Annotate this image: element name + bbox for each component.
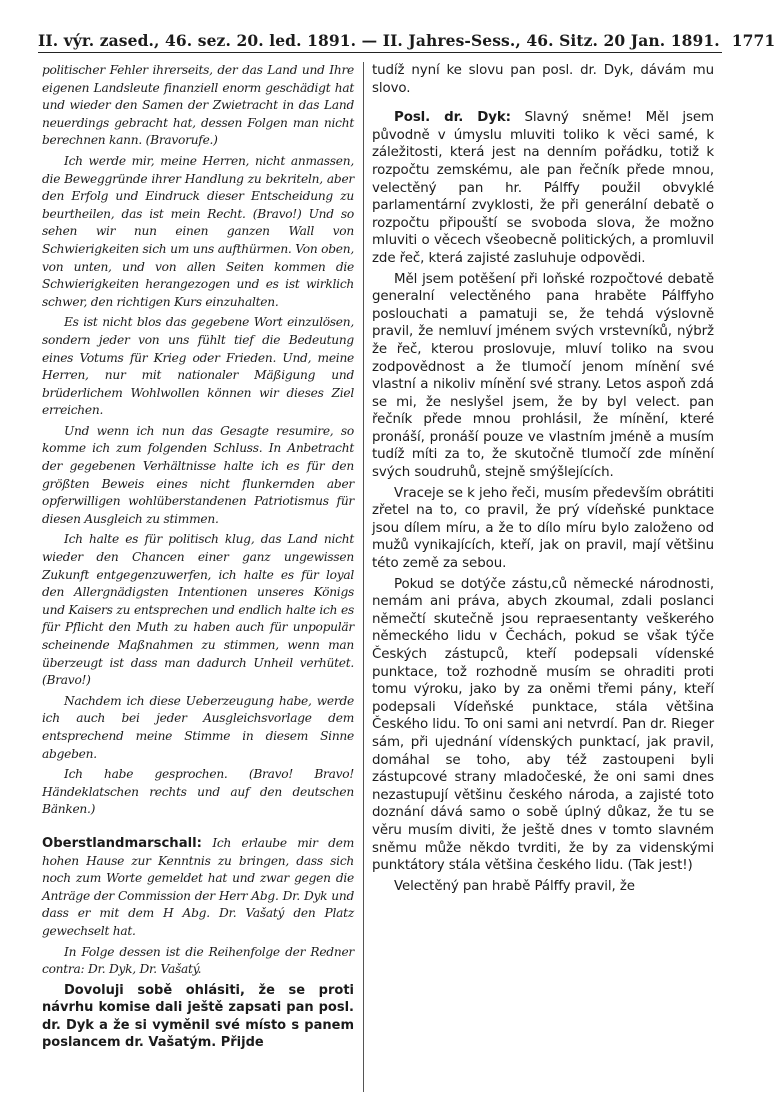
paragraph: tudíž nyní ke slovu pan posl. dr. Dyk, dávám mu slovo. <box>372 63 714 96</box>
page-number: 1771 <box>731 31 775 50</box>
paragraph: Und wenn ich nun das Gesagte resumire, so komme ich zum folgenden Schluss. In Anbetracht der gegebenen Verhältnisse halte ich es für den größten Beweis eines nicht flunkernden aber opferwilligen wohlüberstandenen Patriotismus für diesen Ausgleich zu stimmen. <box>42 423 354 526</box>
paragraph: Pokud se dotýče zástu,ců německé národnosti, nemám ani práva, abych zkoumal, zdali poslanci němečtí skutečně jsou repraesentanty veškerého německého lidu v Čechách, pokud se však týče Českých zástupců, kteří podepsali vídenské punktace, tož rozhodně musím se ohraditi proti tomu výroku, jako by za oněmi třemi pány, kteří podepsali Vídeňské punktace, stála většina Českého lidu. To oni sami ani netvrdí. Pan dr. Rieger sám, při ujednání vídenských punktací, jak pravil, domáhal se toho, aby též zastoupeni byli zástupcové strany mladočeské, že oni sami dnes nezastupují většinu českého národa, a zajisté toto doznání dává samo o sobě úplný důkaz, že tu se věru musím diviti, že ještě dnes v tomto slavném sněmu může někdo tvrditi, že by za videnskými punktátory stála většina českého lidu. (Tak jest!) <box>372 576 714 874</box>
right-column-czech <box>372 62 714 1102</box>
running-head: II. výr. zased., 46. sez. 20. led. 1891. — II. Jahres-Sess., 46. Sitz. 20 Jan. 1891. <box>38 31 720 50</box>
left-column-german <box>42 62 354 1102</box>
paragraph: Ich werde mir, meine Herren, nicht anmassen, die Beweggründe ihrer Handlung zu bekriteln, aber den Erfolg und Eindruck dieser Entscheidung zu beurtheilen, das ist mein Recht. (Bravo!) Und so sehen wir nun einen ganzen Wall von Schwierigkeiten sich um uns aufthürmen. Von oben, von unten, und von allen Seiten kommen die Schwierigkeiten herangezogen und es ist wirklich schwer, den richtigen Kurs einzuhalten. <box>42 153 354 309</box>
paragraph <box>42 835 354 941</box>
speech-text: Slavný sněme! Měl jsem původně v úmyslu mluviti toliko k věci samé, k záležitosti, která jest na denním pořádku, totiž k rozpočtu zemskému, ale pan řečník přede mnou, velectěný pan hr. Pálffy použil obvyklé parlamentární zvyklosti, že při generální debatě o rozpočtu připouští se svoboda slova, že možno mluviti o věcech všeobecně politických, a promluvil zde řeč, která zajisté zasluhuje odpovědi. <box>372 110 714 266</box>
paragraph-czech: Dovoluji sobě ohlásiti, že se proti návrhu komise dali ještě zapsati pan posl. dr. Dyk a že si vyměnil své místo s panem poslancem dr. Vašatým. Přijde <box>42 982 354 1051</box>
speaker-block <box>42 835 354 941</box>
paragraph <box>372 109 714 267</box>
paragraph: Ich halte es für politisch klug, das Land nicht wieder den Chancen einer ganz ungewissen Zukunft entgegenzuwerfen, ich halte es für loyal den Allergnädigsten Intentionen unseres Königs und Kaisers zu entsprechen und endlich halte ich es für Pflicht den Muth zu haben auch für unpopulär scheinende Maßnahmen zu stimmen, wenn man überzeugt ist dass man dadurch Unheil verhütet. (Bravo!) <box>42 532 354 688</box>
paragraph: Nachdem ich diese Ueberzeugung habe, werde ich auch bei jeder Ausgleichsvorlage dem entsprechend meine Stimme in diesem Sinne abgeben. <box>42 693 354 761</box>
paragraph: Velectěný pan hrabě Pálffy pravil, že <box>394 878 635 894</box>
speaker-name: Posl. dr. Dyk: <box>394 110 511 126</box>
paragraph: In Folge dessen ist die Reihenfolge der Redner contra: Dr. Dyk, Dr. Vašatý. <box>42 944 354 977</box>
speaker-name: Oberstlandmarschall: <box>42 835 202 851</box>
paragraph: Vraceje se k jeho řeči, musím především obrátiti zřetel na to, co pravil, že prý vídeňské punktace jsou dílem míru, a že to dílo míru bylo založeno od mužů vynikajících, kteří, jak on pravil, mají většinu této země za sebou. <box>372 485 714 572</box>
paragraph: Měl jsem potěšení při loňské rozpočtové debatě generalní velectěného pana hraběte Pálffyho poslouchati a pamatuji se, že tehdá výslovně pravil, že nemluví jménem svých vrstevníků, nýbrž že řeč, kterou proslovuje, mluví toliko na svou zodpovědnost a že tlumočí jenom mínění své vlastní a nikoliv mínění své strany. Letos aspoň zdá se mi, že neslyšel jsem, že by byl velect. pan řečník přede mnou prohlásil, že mínění, které pronáší, pronáší pouze ve vlastním jméně a musím tudíž míti za to, že skutočně tlumočí zde mínění svých soudruhů, stejně smýšlejících. <box>372 271 714 481</box>
column-divider <box>363 62 364 1092</box>
paragraph: Es ist nicht blos das gegebene Wort einzulösen, sondern jeder von uns fühlt tief die Bedeutung eines Votums für Krieg oder Frieden. Und, meine Herren, nur mit nationaler Mäßigung und brüderlichem Wohlwollen können wir dieses Ziel erreichen. <box>42 315 354 418</box>
paragraph: Ich habe gesprochen. (Bravo! Bravo! Händeklatschen rechts und auf den deutschen Bänken.) <box>42 767 354 817</box>
speech-text: Ich erlaube mir dem hohen Hause zur Kenntnis zu bringen, dass sich noch zum Worte gemeldet hat und zwar gegen die Anträge der Commission der Herr Abg. Dr. Dyk und dass er mit dem H Abg. Dr. Vašatý den Platz gewechselt hat. <box>42 835 354 938</box>
page-header <box>38 22 775 50</box>
paragraph: politischer Fehler ihrerseits, der das Land und Ihre eigenen Landsleute finanziell enorm geschädigt hat und wieder den Samen der Zwietracht in das Land neuerdings gebracht hat, dessen Folgen man nicht berechnen kann. (Bravorufe.) <box>42 63 354 148</box>
header-rule <box>38 52 722 53</box>
